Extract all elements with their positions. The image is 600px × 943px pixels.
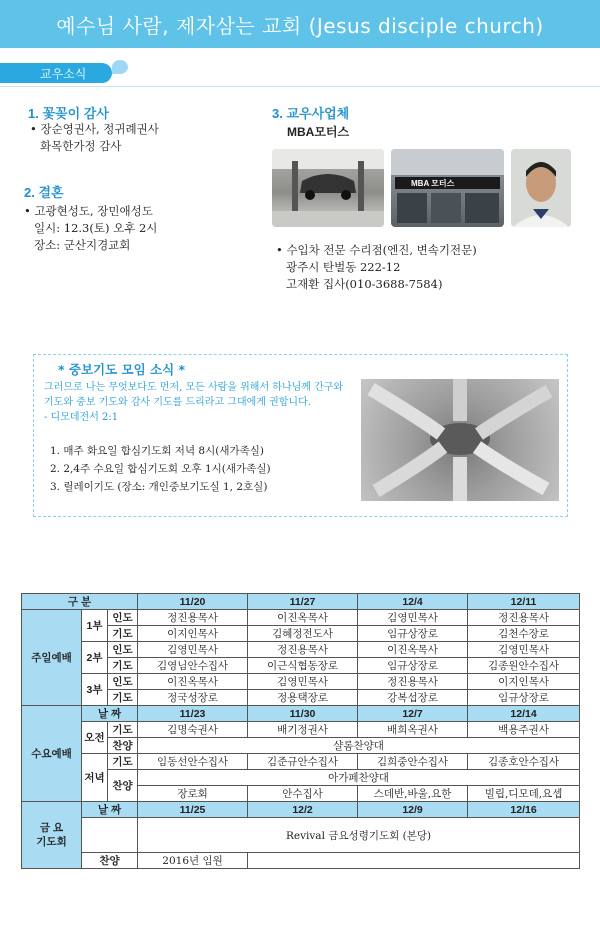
divider	[0, 86, 600, 87]
business-line: 광주시 탄벌동 222-12	[286, 260, 401, 274]
prayer-list	[50, 442, 271, 496]
table-cell: Revival 금요성령기도회 (본당)	[138, 818, 580, 853]
leaf-icon	[112, 60, 128, 74]
date-label: 날 짜	[82, 706, 138, 722]
prayer-item: 3. 릴레이기도 (장소: 개인중보기도실 1, 2호실)	[50, 481, 268, 493]
garage-photo	[272, 149, 384, 227]
header-date: 12/11	[468, 594, 580, 610]
news-label-pill	[0, 63, 112, 83]
table-cell: 임규상장로	[358, 626, 468, 642]
table-cell: 백용주권사	[468, 722, 580, 738]
news-label-text: 교우소식	[40, 66, 87, 81]
sunday-group: 주일예배	[22, 610, 82, 706]
prayer-item: 1. 매주 화요일 합심기도회 저녁 8시(새가족실)	[50, 445, 265, 457]
role-label: 기도	[108, 626, 138, 642]
flowers-line: 화목한가정 감사	[40, 139, 122, 153]
table-cell: 아가페찬양대	[138, 770, 580, 786]
table-cell: 배희옥권사	[358, 722, 468, 738]
news-section-label	[0, 62, 130, 84]
table-cell: 김종호안수집사	[468, 754, 580, 770]
table-cell: 김희중안수집사	[358, 754, 468, 770]
role-label: 기도	[108, 658, 138, 674]
wed-date: 11/23	[138, 706, 248, 722]
quote-line: 그러므로 나는 무엇보다도 먼저, 모든 사람을 위해서 하나님께 간구와	[44, 382, 344, 393]
table-row	[22, 722, 580, 738]
table-row	[22, 706, 580, 722]
quote-line: 기도와 중보 기도와 감사 기도를 드리라고 그대에게 권합니다.	[44, 397, 311, 408]
table-cell: 이지인목사	[468, 674, 580, 690]
table-row	[22, 853, 580, 869]
table-cell: 김영민목사	[248, 674, 358, 690]
table-cell: 김종원안수집사	[468, 658, 580, 674]
table-cell: 김명숙권사	[138, 722, 248, 738]
table-cell: 스데반,바울,요한	[358, 786, 468, 802]
prayer-item: 2. 2,4주 수요일 합심기도회 오후 1시(새가족실)	[50, 463, 271, 475]
worship-schedule-table	[21, 593, 580, 869]
table-cell: 정용택장로	[248, 690, 358, 706]
storefront-sign: MBA 모터스	[411, 179, 455, 188]
garage-illustration	[272, 149, 384, 227]
table-cell: 김준규안수집사	[248, 754, 358, 770]
wedding-title: 2. 결혼	[24, 185, 64, 200]
table-row	[22, 642, 580, 658]
table-cell: 임규상장로	[358, 658, 468, 674]
wedding-text: • 고광현성도, 장민애성도 일시: 12.3(토) 오후 2시 장소: 군산지경교회	[24, 204, 158, 252]
person-icon	[511, 149, 571, 227]
table-cell: 정진용목사	[248, 642, 358, 658]
role-label: 인도	[108, 642, 138, 658]
table-cell: 정진용목사	[358, 674, 468, 690]
flowers-text: • 장순영권사, 정귀례권사 화목한가정 감사	[30, 122, 159, 153]
table-cell: 임동선안수집사	[138, 754, 248, 770]
header-date: 11/20	[138, 594, 248, 610]
page-banner	[0, 0, 600, 48]
table-cell: 임규상장로	[468, 690, 580, 706]
wed-date: 12/14	[468, 706, 580, 722]
business-name: MBA모터스	[287, 125, 350, 139]
table-row	[22, 802, 580, 818]
role-label: 찬양	[82, 853, 138, 869]
table-cell: 샬롬찬양대	[138, 738, 580, 754]
service-name: 1부	[82, 610, 108, 642]
table-cell: 김영민목사	[138, 642, 248, 658]
table-cell: 김영민목사	[358, 610, 468, 626]
storefront-photo	[391, 149, 504, 227]
wedding-line: 장소: 군산지경교회	[34, 238, 131, 252]
table-row	[22, 674, 580, 690]
table-cell: 이진옥목사	[248, 610, 358, 626]
wedding-line: 고광현성도, 장민애성도	[34, 204, 153, 218]
table-cell: 정진용목사	[468, 610, 580, 626]
role-label: 기도	[108, 722, 138, 738]
header-date: 12/4	[358, 594, 468, 610]
owner-portrait	[511, 149, 571, 227]
table-cell: 김영님안수집사	[138, 658, 248, 674]
fri-date: 11/25	[138, 802, 248, 818]
table-cell: 정진용목사	[138, 610, 248, 626]
flowers-line: 장순영권사, 정귀례권사	[40, 122, 159, 136]
service-name: 오전	[82, 722, 108, 754]
wed-date: 11/30	[248, 706, 358, 722]
header-date: 11/27	[248, 594, 358, 610]
table-cell: 김혜정전도사	[248, 626, 358, 642]
table-row	[22, 754, 580, 770]
business-text: • 수입차 전문 수리점(엔진, 변속기전문) 광주시 탄벌동 222-12 고재환 집사(010-3688-7584)	[276, 243, 477, 291]
table-cell: 배기정권사	[248, 722, 358, 738]
header-label: 구 분	[22, 594, 138, 610]
role-label: 찬양	[108, 738, 138, 754]
table-cell: 2016년 임원	[138, 853, 248, 869]
flowers-title: 1. 꽃꽂이 감사	[28, 106, 109, 121]
service-name: 2부	[82, 642, 108, 674]
table-cell: 김천수장로	[468, 626, 580, 642]
service-name: 3부	[82, 674, 108, 706]
service-name: 저녁	[82, 754, 108, 802]
prayer-quote	[44, 380, 349, 425]
role-label: 인도	[108, 610, 138, 626]
table-row	[22, 594, 580, 610]
fri-date: 12/9	[358, 802, 468, 818]
table-cell	[248, 853, 580, 869]
table-cell: 이진옥목사	[138, 674, 248, 690]
role-label: 기도	[108, 690, 138, 706]
role-label: 인도	[108, 674, 138, 690]
friday-group: 금 요 기도회	[22, 802, 82, 869]
date-label: 날 짜	[82, 802, 138, 818]
praying-hands-photo	[361, 379, 559, 501]
table-cell: 빌립,디모데,요셉	[468, 786, 580, 802]
business-title: 3. 교우사업체	[272, 106, 350, 121]
hands-illustration	[361, 379, 559, 501]
fri-date: 12/16	[468, 802, 580, 818]
wedding-line: 일시: 12.3(토) 오후 2시	[34, 221, 158, 235]
table-row	[22, 610, 580, 626]
business-line: 고재환 집사(010-3688-7584)	[286, 277, 443, 291]
table-cell: 이진옥목사	[358, 642, 468, 658]
banner-title: 예수님 사람, 제자삼는 교회 (Jesus disciple church)	[56, 13, 544, 38]
fri-date: 12/2	[248, 802, 358, 818]
table-cell: 장로회	[138, 786, 248, 802]
business-line: 수입차 전문 수리점(엔진, 변속기전문)	[286, 243, 477, 257]
table-cell: 이근식협동장로	[248, 658, 358, 674]
quote-reference: - 디모데전서 2:1	[44, 412, 119, 423]
wed-date: 12/7	[358, 706, 468, 722]
table-cell: 정국성장로	[138, 690, 248, 706]
prayer-title: * 중보기도 모임 소식 *	[58, 362, 186, 377]
table-cell: 강복섭장로	[358, 690, 468, 706]
role-label: 찬양	[108, 770, 138, 802]
table-cell	[82, 818, 138, 853]
table-cell: 이지인목사	[138, 626, 248, 642]
role-label: 기도	[108, 754, 138, 770]
wednesday-group: 수요예배	[22, 706, 82, 802]
table-cell: 안수집사	[248, 786, 358, 802]
table-cell: 김영민목사	[468, 642, 580, 658]
